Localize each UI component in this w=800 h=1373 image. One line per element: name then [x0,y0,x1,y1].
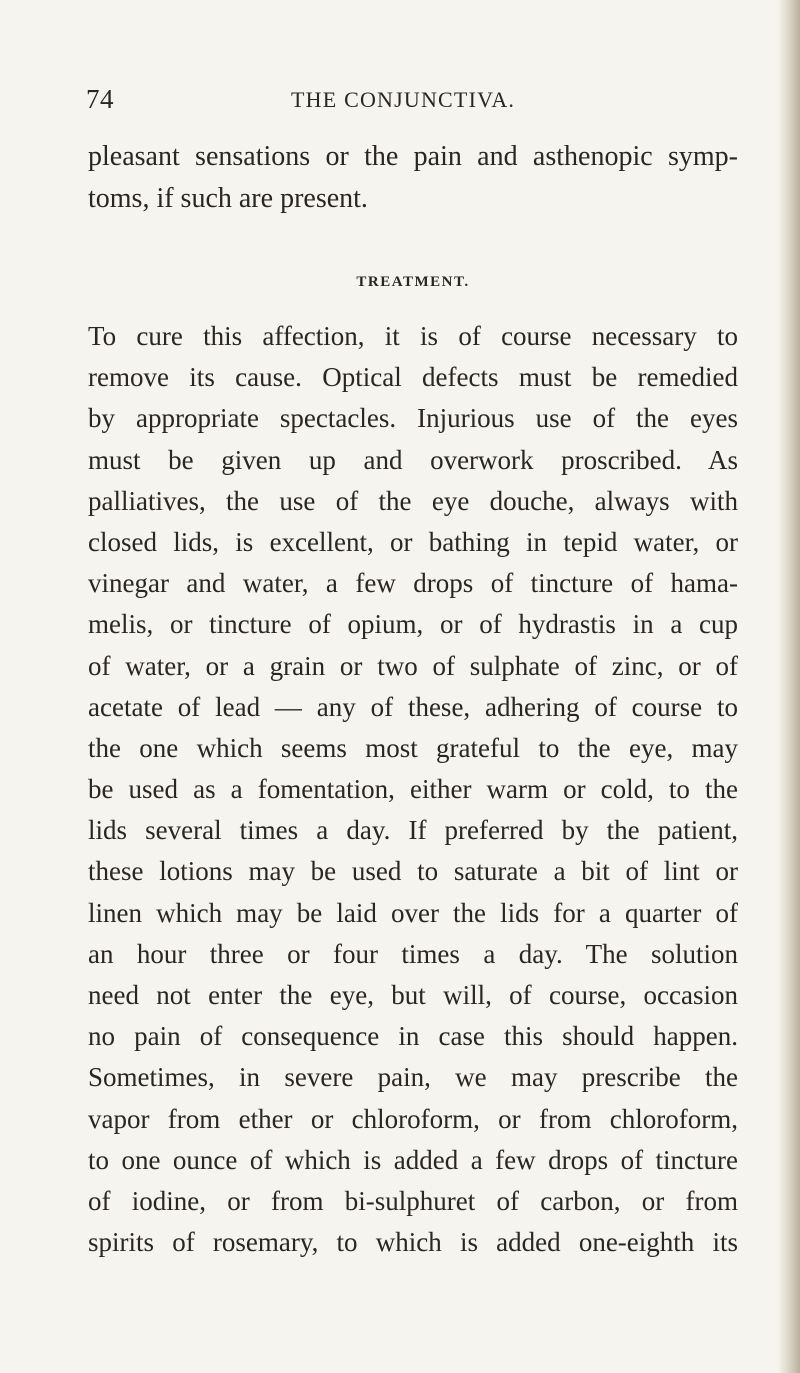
text-line: an hour three or four times a day. The solution [88,938,738,969]
text-line: lids several times a day. If preferred by the patient, [88,815,738,846]
text-line: remove its cause. Optical defects must be remedied [88,362,738,393]
text-line: spirits of rosemary, to which is added one-eighth its [88,1227,738,1258]
page-number: 74 [86,84,114,114]
text-line: closed lids, is excellent, or bathing in tepid water, or [88,526,738,557]
text-line: these lotions may be used to saturate a bit of lint or [88,856,738,887]
text-line: vinegar and water, a few drops of tincture of hama- [88,568,738,599]
treatment-paragraph [88,316,738,1263]
text-line: Sometimes, in severe pain, we may prescribe the [88,1062,738,1093]
text-line: to one ounce of which is added a few drops of tincture [88,1144,738,1175]
text-line: vapor from ether or chloroform, or from chloroform, [88,1103,738,1134]
text-line: no pain of consequence in case this should happen. [88,1021,738,1052]
page-edge-shadow [778,0,800,1373]
intro-paragraph [88,136,738,220]
text-line: of water, or a grain or two of sulphate of zinc, or of [88,650,738,681]
text-line: pleasant sensations or the pain and asthenopic symp- [88,141,738,172]
text-line: by appropriate spectacles. Injurious use of the eyes [88,403,738,434]
running-head [86,84,726,120]
text-line: be used as a fomentation, either warm or cold, to the [88,774,738,805]
text-line: the one which seems most grateful to the eye, may [88,732,738,763]
text-line: linen which may be laid over the lids for a quarter of [88,897,738,928]
text-line: need not enter the eye, but will, of course, occasion [88,980,738,1010]
text-line: must be given up and overwork proscribed. As [88,444,738,475]
text-line: palliatives, the use of the eye douche, always with [88,485,738,516]
text-line: To cure this affection, it is of course necessary to [88,321,738,351]
text-line: toms, if such are present. [88,183,368,214]
section-heading: TREATMENT. [356,274,470,290]
text-line: of iodine, or from bi-sulphuret of carbon, or from [88,1185,738,1216]
text-line: melis, or tincture of opium, or of hydrastis in a cup [88,609,738,640]
text-line: acetate of lead — any of these, adhering of course to [88,691,738,722]
running-title: THE CONJUNCTIVA. [291,87,516,112]
